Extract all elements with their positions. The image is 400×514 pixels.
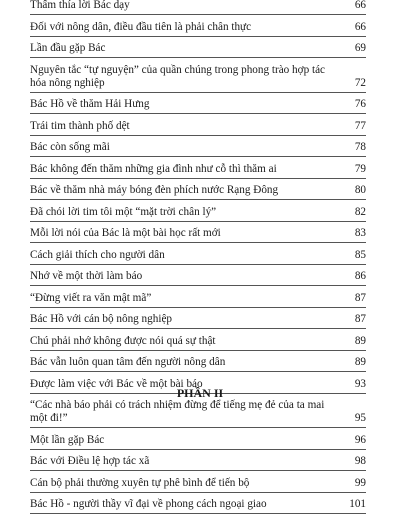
toc-entry-page-number: 99 <box>355 477 366 490</box>
toc-entry-title: Bác Hồ với cán bộ nông nghiệp <box>30 313 366 326</box>
toc-entry-title: Mỗi lời nói của Bác là một bài học rất mới <box>30 227 366 240</box>
toc-entry-page-number: 98 <box>355 455 366 468</box>
toc-entry-page-number: 95 <box>355 412 366 425</box>
toc-entry <box>30 493 366 514</box>
toc-entry <box>30 15 366 37</box>
toc-entry-page-number: 80 <box>355 184 366 197</box>
table-of-contents <box>30 0 366 514</box>
toc-entry-page-number: 87 <box>355 292 366 305</box>
toc-entry-page-number: 69 <box>355 42 366 55</box>
toc-entry <box>30 286 366 308</box>
toc-entry-title: Đã chói lời tim tôi một “mặt trời chân lý” <box>30 206 366 219</box>
toc-entry-title: Nhớ về một thời làm báo <box>30 270 366 283</box>
toc-entry-page-number: 66 <box>355 21 366 34</box>
toc-entry-title: Chú phải nhớ không được nói quá sự thật <box>30 335 366 348</box>
toc-entry <box>30 351 366 373</box>
toc-entry-page-number: 89 <box>355 335 366 348</box>
toc-entry-page-number: 77 <box>355 120 366 133</box>
toc-entry-title: Bác Hồ về thăm Hải Hưng <box>30 98 366 111</box>
toc-entry-page-number: 72 <box>355 77 366 90</box>
toc-entry <box>30 329 366 351</box>
toc-entry-title: Lần đầu gặp Bác <box>30 42 366 55</box>
toc-entry <box>30 450 366 472</box>
toc-entry-title: Bác vẫn luôn quan tâm đến người nông dân <box>30 356 366 369</box>
toc-entry-page-number: 89 <box>355 356 366 369</box>
toc-entry <box>30 58 366 93</box>
toc-entry <box>30 0 366 15</box>
toc-entry-page-number: 85 <box>355 249 366 262</box>
toc-entry-title: Cách giải thích cho người dân <box>30 249 366 262</box>
toc-entry-title: Bác không đến thăm những gia đình như cỗ thì thăm ai <box>30 163 366 176</box>
toc-entry-page-number: 86 <box>355 270 366 283</box>
toc-entry <box>30 471 366 493</box>
toc-entry <box>30 243 366 265</box>
toc-entry <box>30 93 366 115</box>
toc-entry-page-number: 101 <box>349 498 366 511</box>
toc-entry <box>30 200 366 222</box>
toc-entry-title: Nguyên tắc “tự nguyện” của quần chúng trong phong trào hợp tác hóa nông nghiệp <box>30 64 366 90</box>
toc-entry-title: Được làm việc với Bác về một bài báo <box>30 378 366 391</box>
toc-entry-title: Trái tim thành phố dệt <box>30 120 366 133</box>
toc-entry-page-number: 66 <box>355 0 366 12</box>
toc-entry-page-number: 83 <box>355 227 366 240</box>
toc-entry-title: Bác Hồ - người thầy vĩ đại về phong cách ngoại giao <box>30 498 366 511</box>
toc-entry-title: Một lần gặp Bác <box>30 434 366 447</box>
toc-entry <box>30 222 366 244</box>
toc-entry-title: Đối với nông dân, điều đầu tiên là phải chân thực <box>30 21 366 34</box>
toc-entry-page-number: 76 <box>355 98 366 111</box>
toc-entry-page-number: 87 <box>355 313 366 326</box>
toc-entry-title: Cán bộ phải thường xuyên tự phê bình để tiến bộ <box>30 477 366 490</box>
part-heading: PHẦN II <box>0 386 400 401</box>
toc-entry-title: “Đừng viết ra văn mật mã” <box>30 292 366 305</box>
toc-entry-page-number: 79 <box>355 163 366 176</box>
toc-entry-title: Bác về thăm nhà máy bóng đèn phích nước Rạng Đông <box>30 184 366 197</box>
toc-entry-page-number: 96 <box>355 434 366 447</box>
toc-entry <box>30 179 366 201</box>
toc-entry <box>30 428 366 450</box>
toc-entry-page-number: 93 <box>355 378 366 391</box>
toc-entry-title: “Các nhà báo phải có trách nhiệm đừng để tiếng mẹ đẻ của ta mai một đi!” <box>30 399 366 425</box>
toc-entry-page-number: 78 <box>355 141 366 154</box>
toc-entry-title: Bác với Điều lệ hợp tác xã <box>30 455 366 468</box>
toc-entry <box>30 114 366 136</box>
toc-entry <box>30 136 366 158</box>
toc-entry <box>30 157 366 179</box>
toc-entry <box>30 37 366 59</box>
toc-entry <box>30 265 366 287</box>
toc-entry-title: Bác còn sống mãi <box>30 141 366 154</box>
toc-entry <box>30 308 366 330</box>
toc-entry-title: Thấm thía lời Bác dạy <box>30 0 366 12</box>
toc-entry-page-number: 82 <box>355 206 366 219</box>
